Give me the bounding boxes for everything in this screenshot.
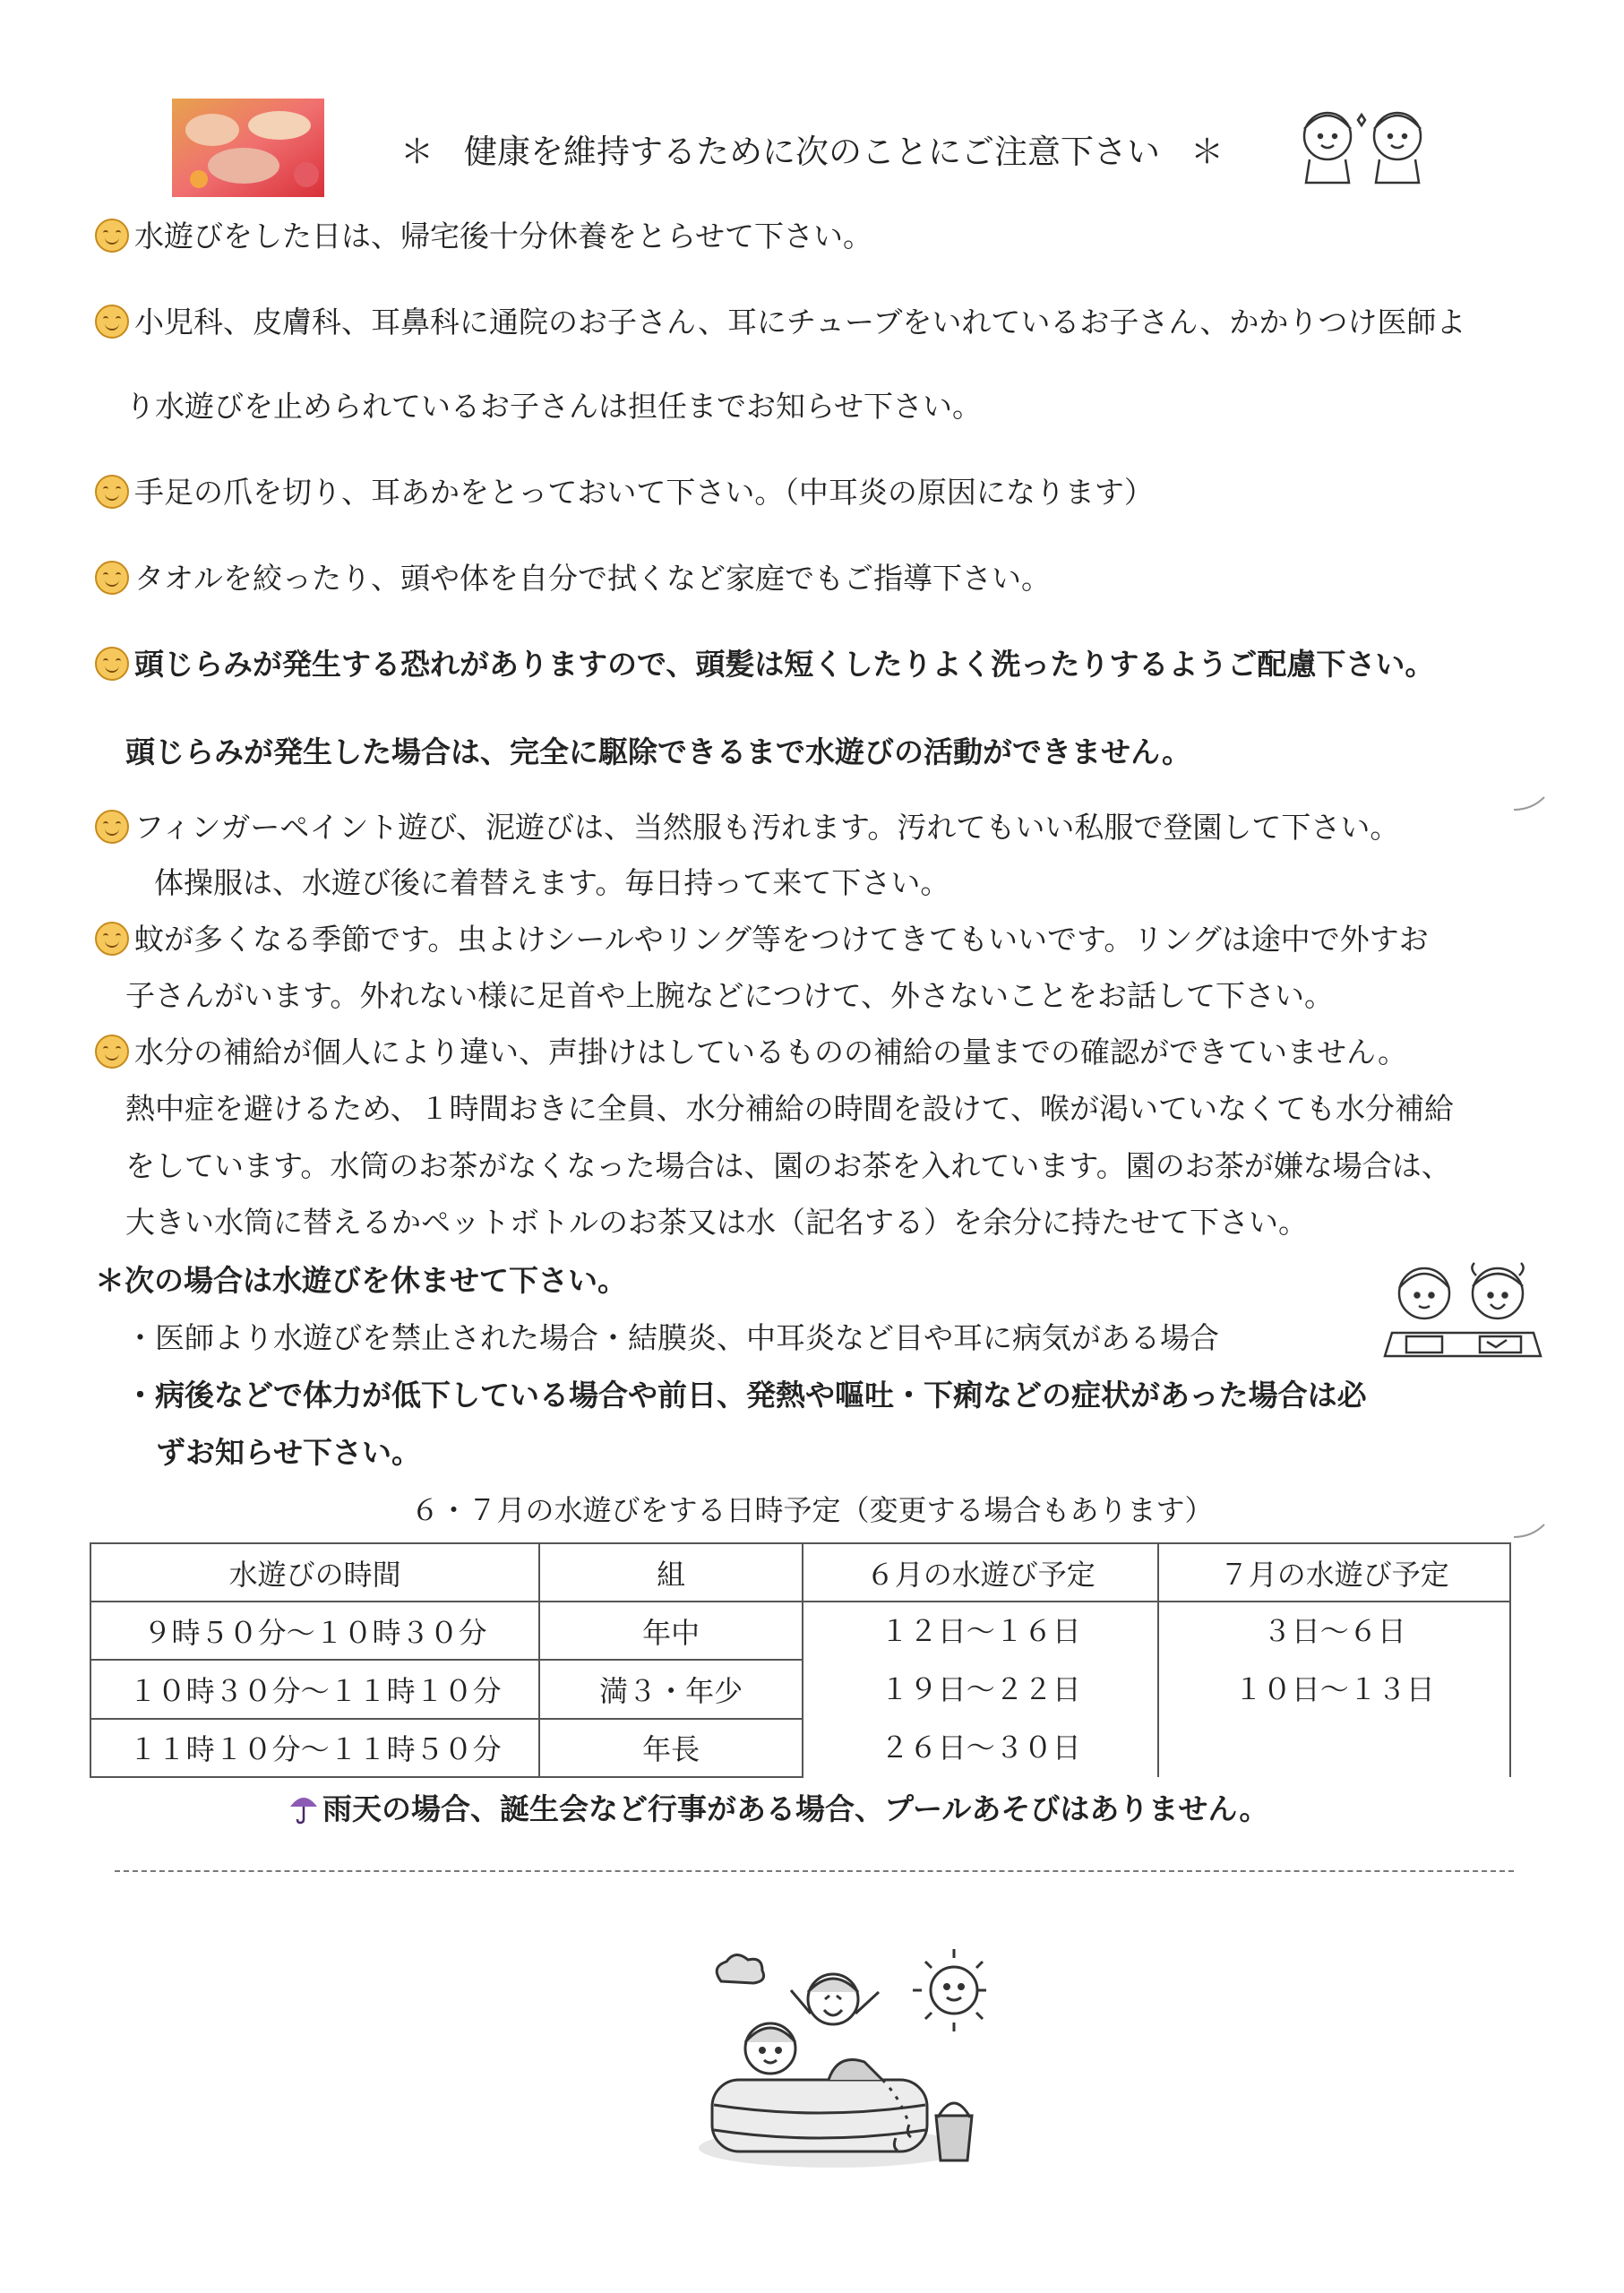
time-cell: ９時５０分～１０時３０分 — [90, 1602, 539, 1660]
title-star-right: ＊ — [1190, 133, 1224, 171]
rain-note-text: 雨天の場合、誕生会など行事がある場合、プールあそびはありません。 — [322, 1791, 1269, 1826]
time-cell: １０時３０分～１１時１０分 — [90, 1660, 539, 1718]
umbrella-icon — [288, 1792, 319, 1825]
list-item: 水遊びをした日は、帰宅後十分休養をとらせて下さい。 — [95, 217, 872, 256]
smiley-icon — [95, 561, 129, 595]
july-date: ３日～６日 — [1262, 1614, 1406, 1648]
title-star-left: ＊ — [400, 133, 434, 171]
list-item-cont: 頭じらみが発生した場合は、完全に駆除できるまで水遊びの活動ができません。 — [125, 734, 1191, 769]
list-item: 頭じらみが発生する恐れがありますので、頭髪は短くしたりよく洗ったりするようご配慮下さい。 — [95, 645, 1434, 684]
list-item-cont: り水遊びを止められているお子さんは担任までお知らせ下さい。 — [125, 389, 983, 424]
smiley-icon — [95, 219, 129, 253]
june-date: １９日～２２日 — [880, 1672, 1081, 1706]
group-cell: 年中 — [539, 1602, 803, 1660]
header-june: ６月の水遊び予定 — [803, 1543, 1158, 1602]
water-play-illustration — [694, 1945, 990, 2178]
time-cell: １１時１０分～１１時５０分 — [90, 1719, 539, 1777]
rest-bullet-2: ・病後などで体力が低下している場合や前日、発熱や嘔吐・下痢などの症状があった場合は必 — [125, 1378, 1367, 1413]
list-item: フィンガーペイント遊び、泥遊びは、当然服も汚れます。汚れてもいい私服で登園して下さい。 — [95, 808, 1399, 847]
fold-mark — [1512, 788, 1548, 815]
rest-bullet-1: ・医師より水遊びを禁止された場合・結膜炎、中耳炎など目や耳に病気がある場合 — [125, 1320, 1219, 1355]
june-date: ２６日～３０日 — [880, 1730, 1081, 1765]
schedule-table — [90, 1542, 1511, 1778]
july-dates — [1158, 1602, 1510, 1777]
smiley-icon — [95, 647, 129, 681]
smiley-icon — [95, 1035, 129, 1069]
list-item: 蚊が多くなる季節です。虫よけシールやリング等をつけてきてもいいです。リングは途中で外すお — [95, 920, 1429, 959]
list-item: 水分の補給が個人により違い、声掛けはしているものの補給の量までの確認ができていません。 — [95, 1033, 1407, 1072]
list-item-cont: をしています。水筒のお茶がなくなった場合は、園のお茶を入れています。園のお茶が嫌な場合は、 — [125, 1148, 1451, 1183]
group-cell: 年長 — [539, 1719, 803, 1777]
smiley-icon — [95, 305, 129, 339]
list-item-cont: 体操服は、水遊び後に着替えます。毎日持って来て下さい。 — [154, 865, 950, 900]
header-time: 水遊びの時間 — [90, 1543, 539, 1602]
drawing-children-illustration — [1379, 1256, 1546, 1361]
group-cell: 満３・年少 — [539, 1660, 803, 1718]
june-dates — [803, 1602, 1158, 1777]
smiley-icon — [95, 922, 129, 956]
list-item-cont: 子さんがいます。外れない様に足首や上腕などにつけて、外さないことをお話して下さい。 — [125, 978, 1335, 1013]
list-item: 小児科、皮膚科、耳鼻科に通院のお子さん、耳にチューブをいれているお子さん、かかりつけ医師よ — [95, 303, 1465, 342]
children-illustration-top — [1283, 93, 1444, 192]
rain-note — [288, 1790, 1268, 1829]
header-july: ７月の水遊び予定 — [1158, 1543, 1510, 1602]
july-date: １０日～１３日 — [1233, 1672, 1435, 1706]
list-item-cont: 熱中症を避けるため、１時間おきに全員、水分補給の時間を設けて、喉が渇いていなくても水分補給 — [125, 1091, 1455, 1126]
table-row — [90, 1602, 1510, 1660]
smiley-icon — [95, 810, 129, 844]
title-text: 健康を維持するために次のことにご注意下さい — [464, 133, 1160, 171]
separator-line — [115, 1870, 1514, 1872]
rest-heading: ＊次の場合は水遊びを休ませて下さい。 — [95, 1263, 627, 1298]
schedule-caption: ６・７月の水遊びをする日時予定（変更する場合もあります） — [410, 1493, 1214, 1527]
june-date: １２日～１６日 — [880, 1614, 1081, 1648]
list-item-cont: 大きい水筒に替えるかペットボトルのお茶又は水（記名する）を余分に持たせて下さい。 — [125, 1205, 1308, 1240]
header-group: 組 — [539, 1543, 803, 1602]
table-header-row — [90, 1543, 1510, 1602]
list-item: 手足の爪を切り、耳あかをとっておいて下さい。（中耳炎の原因になります） — [95, 473, 1154, 512]
rest-bullet-2-cont: ずお知らせ下さい。 — [156, 1435, 422, 1470]
smiley-icon — [95, 475, 129, 509]
list-item: タオルを絞ったり、頭や体を自分で拭くなど家庭でもご指導下さい。 — [95, 559, 1051, 598]
